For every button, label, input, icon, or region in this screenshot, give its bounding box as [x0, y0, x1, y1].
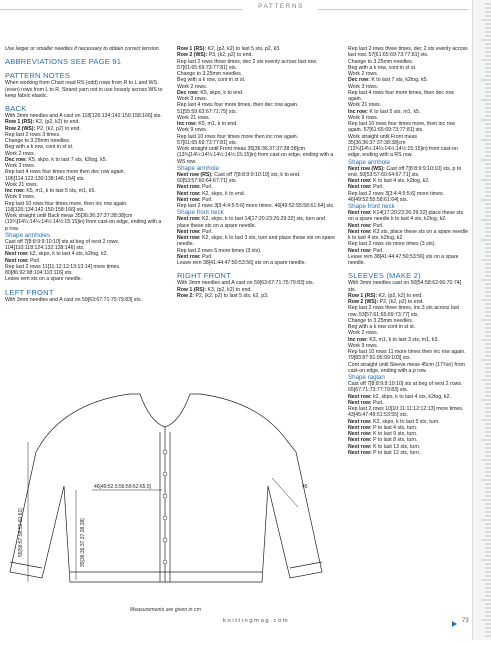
- instruction-line: Row 1 (RS): K2, (p2, k2) to end.: [348, 292, 423, 299]
- instruction-line: Next row: Purl.: [5, 257, 41, 264]
- instruction-line: Row 2 (WS): P3, (k2, p2) to end.: [177, 52, 253, 59]
- instruction-line: Row 2 (WS): P2, (k2, p2) to end.: [5, 125, 81, 132]
- page-number: 73: [462, 618, 469, 624]
- instruction-line: Next row: P to last 4 sts, turn.: [348, 424, 418, 431]
- instruction-line: Dec row: K to last 7 sts, k2tog, k5.: [348, 77, 428, 84]
- instruction-line: Row 1 (RS): K2, (p2, k2) to end.: [5, 119, 80, 126]
- instruction-line: Inc row: K3, m1, k to last 3 sts, m1, k3.: [348, 336, 439, 343]
- instruction-line: Rep last 4 rows four more times, then dec row again.: [348, 89, 454, 102]
- instruction-line: Next row: K2, skpo, k to last 3 sts, turn and place these sts on spare needle.: [177, 235, 336, 248]
- side-dimension: 35[36:36:37:37:38:38]: [80, 518, 86, 567]
- instruction-line: Work straight until Front meas 35[36:36:37:37:38:38]cm (13¾[14¼:14¼:14½:14½:15:15]in) from cast-on edge, ending with a WS row.: [177, 146, 334, 165]
- shape-armholes-heading: Shape armholes: [5, 231, 51, 239]
- right-front-continued: [348, 46, 468, 159]
- instruction-line: Rep last 2 rows 3[3:4:4:5:5:6] more times. 46[49:52:55:58:61:64] sts.: [177, 203, 335, 209]
- header-rule-right: [318, 9, 468, 10]
- instruction-line: Next row (WS): Cast off 7[8:8:9:9:10:10] sts, p to end. 50[53:57:60:64:67:71] sts.: [348, 165, 462, 178]
- instruction-line: Rep last 4 rows four more times, then dec row again. 51[55:59:63:67:71:75] sts.: [177, 102, 299, 115]
- instruction-line: Work 2 rows.: [348, 330, 379, 337]
- pattern-notes-text: When working from Chart read RS (odd) rows from R to L and WS (even) rows from L to R. Strand yarn not in use loosely across WS to keep fabric elastic.: [5, 80, 163, 99]
- instruction-line: Next row: Purl.: [177, 228, 213, 235]
- instruction-line: Next row: P to last 8 sts, turn.: [348, 437, 418, 444]
- instruction-line: Work 9 rows.: [348, 114, 379, 121]
- raglan-instructions: [348, 381, 468, 456]
- neck-instructions-2: [348, 210, 468, 266]
- instruction-line: Row 2: P2, (k2, p2) to last 5 sts, k2, p3.: [177, 292, 269, 299]
- shape-raglan-heading: Shape raglan: [348, 374, 385, 381]
- instruction-line: Work 21 rows.: [5, 181, 39, 188]
- instruction-line: Next row: K2, skpo, k to last 14[17:20:23:26:29:32] sts, turn and place these sts on a spare needle.: [177, 216, 325, 229]
- instruction-line: Beg with a k row, cont in st st.: [177, 77, 246, 84]
- pattern-notes-heading: PATTERN NOTES: [5, 71, 71, 81]
- instruction-line: Rep last 2 rows 3 times.: [5, 131, 61, 138]
- instruction-line: Leave rem 38[41:44:47:50:53:56] sts on a spare needle.: [348, 253, 459, 266]
- sleeve-dimension: 45: [302, 484, 308, 490]
- abbreviations-heading: ABBREVIATIONS SEE PAGE 91: [5, 57, 122, 67]
- instruction-line: Rep last 2 rows three times, dec 2 sts evenly across last row. 57[61:65:69:73:77:81] sts.: [177, 58, 318, 71]
- instruction-line: Change to 3.25mm needles.: [177, 71, 243, 77]
- armhole-instructions-2: [348, 166, 468, 204]
- instruction-line: Change to 3.25mm needles.: [5, 138, 71, 144]
- instruction-line: Rep last 4 rows four times more then dec row again. 106[114:122:130:138:146:154] sts.: [5, 169, 125, 182]
- instruction-line: Work 9 rows.: [177, 127, 208, 134]
- shape-armhole-heading: Shape armhole: [177, 164, 219, 172]
- instruction-line: Next row: K2, skpo, k to end.: [177, 190, 246, 197]
- header-rule-left: [0, 9, 243, 10]
- instruction-line: Next row: Purl.: [348, 184, 384, 191]
- page-edge-ruler: [472, 0, 491, 640]
- instruction-line: Rep last 2 rows six more times (3 sts).: [348, 241, 436, 248]
- shape-front-neck-heading: Shape front neck: [177, 209, 224, 217]
- instruction-line: Next row: Purl.: [177, 253, 213, 260]
- instruction-line: Work 3 rows.: [5, 163, 36, 169]
- instruction-line: Dec row: K5, skpo, k to last 7 sts, k2tog, k5.: [5, 156, 108, 163]
- instruction-line: Work 2 rows.: [177, 83, 208, 90]
- back-heading: BACK: [5, 104, 27, 113]
- instruction-line: Next row: Purl.: [348, 247, 384, 254]
- instruction-line: Rep last 2 rows 6 more times (3 sts).: [177, 247, 262, 254]
- instruction-line: Change to 3.25mm needles.: [348, 317, 414, 324]
- instruction-line: Work 3 rows.: [177, 96, 208, 102]
- instruction-line: Work 3 rows.: [348, 83, 379, 90]
- left-front-heading: LEFT FRONT: [5, 287, 54, 297]
- instruction-line: Rep last 10 rows four times more, then inc row again. 118[126:134:142:150:158:166] sts.: [5, 200, 128, 213]
- body-outline: [10, 394, 322, 582]
- neck-instructions: [177, 216, 337, 266]
- instruction-line: With 3mm needles and A cast on 59[63:67:71:75:79:83] sts.: [177, 280, 314, 287]
- instruction-line: Cast off 7[8:8:9:9:10:10] sts at beg of next 2 rows. 65[67:71:73:77:79:83] sts.: [348, 381, 463, 394]
- instruction-line: Next row: Purl.: [177, 196, 213, 203]
- instruction-line: With 3mm needles and A cast on 118[126:134:142:150:158:166] sts.: [5, 113, 162, 119]
- column-1: [5, 46, 165, 303]
- instruction-line: Next row: k2, skpo, k to last 4 sts, k2tog, k2.: [348, 393, 451, 400]
- instruction-line: Next row: Purl.: [177, 184, 213, 191]
- continue-arrow-icon: [452, 621, 457, 627]
- armhole-instructions: [177, 172, 337, 210]
- instruction-line: Work 21 rows.: [177, 114, 211, 121]
- ruler-ticks: [473, 0, 491, 640]
- instruction-line: Work straight until Front meas 35[36:36:37:37:38:38]cm (13¾[14¼:14¼:14½:14½:15:15]in) from cast-on edge, ending with a RS row.: [348, 133, 458, 159]
- garment-schematic: [0, 382, 340, 612]
- instruction-line: Rep last 2 rows 3[3:4:4:5:5:6] more times. 46[49:52:55:58:61:64] sts.: [348, 190, 445, 203]
- instruction-line: Inc row: K5, m1, k to end.: [177, 121, 238, 127]
- instruction-line: Next row: Purl.: [348, 222, 384, 229]
- instruction-line: Next row: P to last 12 sts, turn.: [348, 449, 421, 456]
- length-dimension: 55[56:57:58:59:60:61]: [18, 508, 24, 557]
- shape-front-neck-heading-2: Shape front neck: [348, 203, 395, 210]
- instruction-line: Rep last 10 rows 11 more times then inc row again. 79[83:87:91:95:99:103] sts.: [348, 349, 466, 362]
- instruction-line: Next row: Purl.: [348, 399, 384, 406]
- column-2: [177, 46, 337, 299]
- instruction-line: Next row: K2, skpo, k to last 5 sts, turn.: [348, 418, 440, 425]
- diagram-caption: Measurements are given in cm: [130, 607, 201, 613]
- instruction-line: Work 9 rows.: [5, 194, 36, 201]
- instruction-line: Leave rem 38[41:44:47:50:53:56] sts on a spare needle.: [177, 260, 306, 266]
- instruction-line: Work 21 rows.: [348, 102, 382, 109]
- back-instructions: [5, 113, 165, 232]
- column-3: [348, 46, 468, 456]
- instruction-line: Row 1 (RS): K2, (p2, k2) to last 5 sts, p2, k3.: [177, 46, 281, 52]
- instruction-line: Work 9 rows.: [348, 342, 379, 349]
- instruction-line: Beg with a k row cont in st st.: [348, 324, 416, 330]
- right-front-instructions: [177, 280, 337, 299]
- instruction-line: Dec row: K5, skpo, k to end.: [177, 89, 244, 96]
- left-front-instructions: [177, 46, 337, 165]
- instruction-line: Row 2 (WS): P2, (k2, p2) to end.: [348, 299, 424, 305]
- right-front-heading: RIGHT FRONT: [177, 271, 231, 281]
- shape-armhole-heading-2: Shape armhole: [348, 158, 390, 166]
- instruction-line: Inc row: K5, m1, k to last 5 sts, m1, k5.: [5, 188, 96, 194]
- instruction-line: Next row: K14[17:20:23:26:29:32] place these sts on a spare needle k to last 4 sts, k2tog, k2.: [348, 210, 464, 223]
- instruction-line: With 3mm needles cast on 50[54:58:62:66:70:74] sts.: [348, 280, 462, 293]
- instruction-line: Rep last 2 rows 11[11:12:12:13:13:14] more times. 80[86:92:98:104:110:116] sts.: [5, 263, 121, 276]
- left-front-text: With 3mm needles and A cast on 59[63:67:71:75:79:83] sts.: [5, 296, 142, 303]
- instruction-line: Rep last 2 rows three times, inc 3 sts across last row. 53[57:61:65:69:73:77] sts.: [348, 305, 459, 318]
- instruction-line: Next row: K to last 9 sts, turn.: [348, 431, 418, 437]
- sleeves-instructions: [348, 280, 468, 374]
- instruction-line: Rep last 10 rows four times more, then inc row again. 57[61:65:69:73:77:81] sts.: [348, 121, 455, 134]
- instruction-line: Row 1 (RS): K3, (p2, k2) to end.: [177, 286, 252, 293]
- sleeves-heading: SLEEVES (MAKE 2): [348, 271, 421, 281]
- instruction-line: Inc row: K to last 5 sts, m1, k5.: [348, 108, 421, 115]
- instruction-line: Rep last 10 rows four times more then inc row again. 57[61:65:69:73:77:81] sts.: [177, 133, 299, 146]
- instruction-line: Rep last 2 rows 10[10:11:11:12:12:13] more times. 43[45:47:49:51:53:55] sts.: [348, 406, 464, 419]
- intro-text: Use larger or smaller needles if necessary to obtain correct tension.: [5, 46, 161, 52]
- instruction-line: Cont straight until Sleeve meas 45cm (17¾in) from cast-on edge, ending with a p row.: [348, 361, 465, 374]
- instruction-line: Next row (RS): Cast off 7[8:8:9:9:10:10] sts, k to end. 50[53:57:60:64:67:71] sts.: [177, 171, 301, 184]
- armholes-instructions: [5, 239, 165, 283]
- footer-website: knittingmag.com: [223, 618, 290, 624]
- instruction-line: Work straight until Back meas 35[36:36:37:37:38:38]cm (13¾[14¼:14¼:14½:14½:15:15]in) from cast-on edge, ending with a p row.: [5, 213, 162, 232]
- instruction-line: Next row: K3 sts, place these sts on a spare needle k to last 4 sts, k2tog, k2.: [348, 228, 468, 241]
- instruction-line: Next row: k2, skpo, k to last 4 sts, k2tog, k2.: [5, 251, 108, 258]
- instruction-line: Rep last 2 rows three times, dec 2 sts evenly across last row. 57[61:65:69:73:77:81] sts.: [348, 46, 468, 59]
- instruction-line: Work 2 rows.: [5, 150, 36, 157]
- instruction-line: Beg with a k row, cont in st st.: [5, 144, 74, 151]
- instruction-line: Next row: K to last 4 sts, k2tog, k2.: [348, 178, 430, 184]
- width-dimension: 46[49:52.5:56:59:62:65.5]: [94, 484, 151, 490]
- section-title: PATTERNS: [258, 3, 304, 10]
- instruction-line: Leave rem sts on a spare needle.: [5, 276, 82, 283]
- instruction-line: Cast off 7[8:8:9:9:10:10] sts at beg of next 2 rows. 104[110:118:124:132:138:146] sts.: [5, 238, 120, 251]
- instruction-line: Beg with a k row, cont in st st.: [348, 64, 417, 71]
- instruction-line: Next row: K to last 13 sts, turn.: [348, 443, 421, 450]
- instruction-line: Change to 3.25mm needles.: [348, 58, 414, 65]
- instruction-line: Work 2 rows.: [348, 71, 379, 77]
